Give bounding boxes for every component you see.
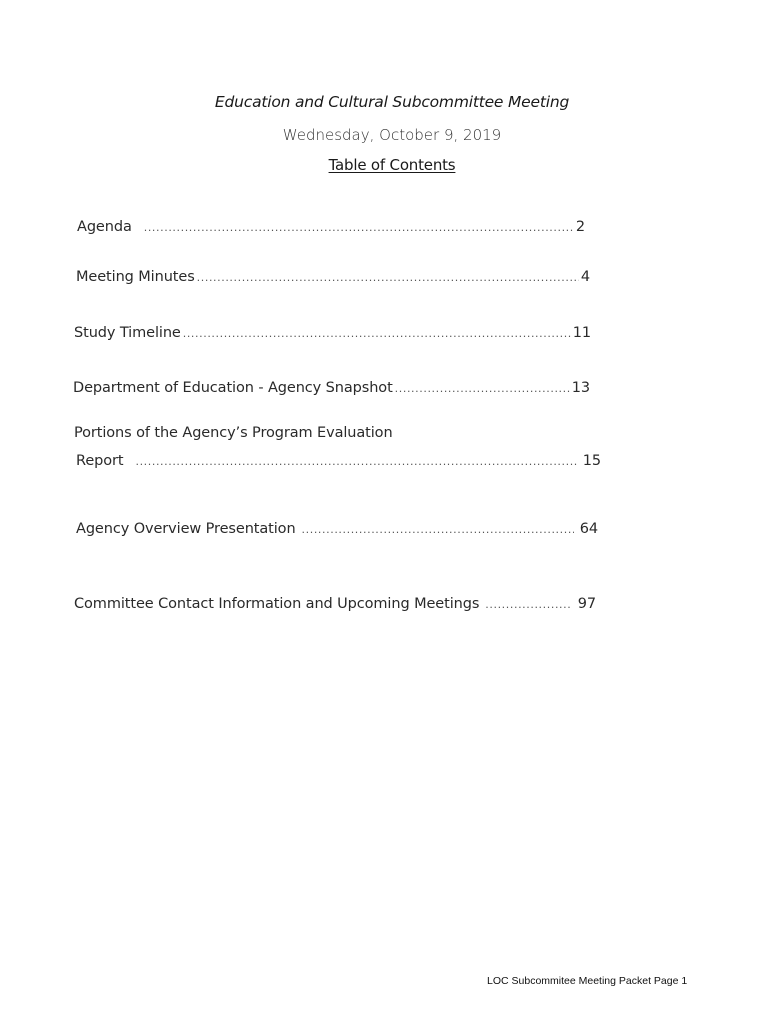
- toc-entry-label: Department of Education - Agency Snapshot: [73, 380, 393, 396]
- toc-entry-study-timeline[interactable]: [74, 325, 591, 341]
- toc-entry-committee-contact[interactable]: [74, 596, 596, 612]
- page-footer: LOC Subcommitee Meeting Packet Page 1: [487, 975, 688, 987]
- toc-entry-agency-overview-presentation[interactable]: [76, 521, 598, 537]
- toc-entry-label: Study Timeline: [74, 325, 181, 341]
- toc-page-number: 97: [577, 596, 596, 612]
- toc-entry-label: Agency Overview Presentation: [76, 521, 296, 537]
- toc-leader-dots: [135, 455, 576, 468]
- toc-page-number: 13: [571, 380, 590, 396]
- toc-page-number: 11: [572, 325, 591, 341]
- toc-entry-agency-snapshot[interactable]: [73, 380, 590, 396]
- toc-entry-label: Report: [76, 453, 124, 469]
- toc-leader-dots: [395, 382, 570, 395]
- toc-entry-label: Meeting Minutes: [76, 269, 195, 285]
- toc-heading: Table of Contents: [328, 156, 456, 174]
- toc-leader-dots: [144, 221, 574, 234]
- toc-entry-label: Committee Contact Information and Upcoming Meetings: [74, 596, 480, 612]
- toc-entry-agenda[interactable]: [77, 219, 585, 235]
- toc-page-number: 64: [579, 521, 598, 537]
- toc-page-number: 4: [580, 269, 590, 285]
- toc-page-number: 2: [575, 219, 585, 235]
- toc-leader-dots: [197, 271, 579, 284]
- toc-leader-dots: [302, 523, 574, 536]
- toc-page-number: 15: [582, 453, 601, 469]
- meeting-title: Education and Cultural Subcommittee Meeting: [214, 93, 570, 111]
- toc-entry-meeting-minutes[interactable]: [76, 269, 590, 285]
- toc-leader-dots: [183, 327, 571, 340]
- meeting-date: Wednesday, October 9, 2019: [282, 126, 502, 144]
- toc-entry-label: Agenda: [77, 219, 132, 235]
- toc-leader-dots: [485, 598, 571, 611]
- toc-entry-label-line1: Portions of the Agency’s Program Evaluation: [74, 425, 393, 441]
- toc-entry-program-evaluation-report[interactable]: [76, 453, 601, 469]
